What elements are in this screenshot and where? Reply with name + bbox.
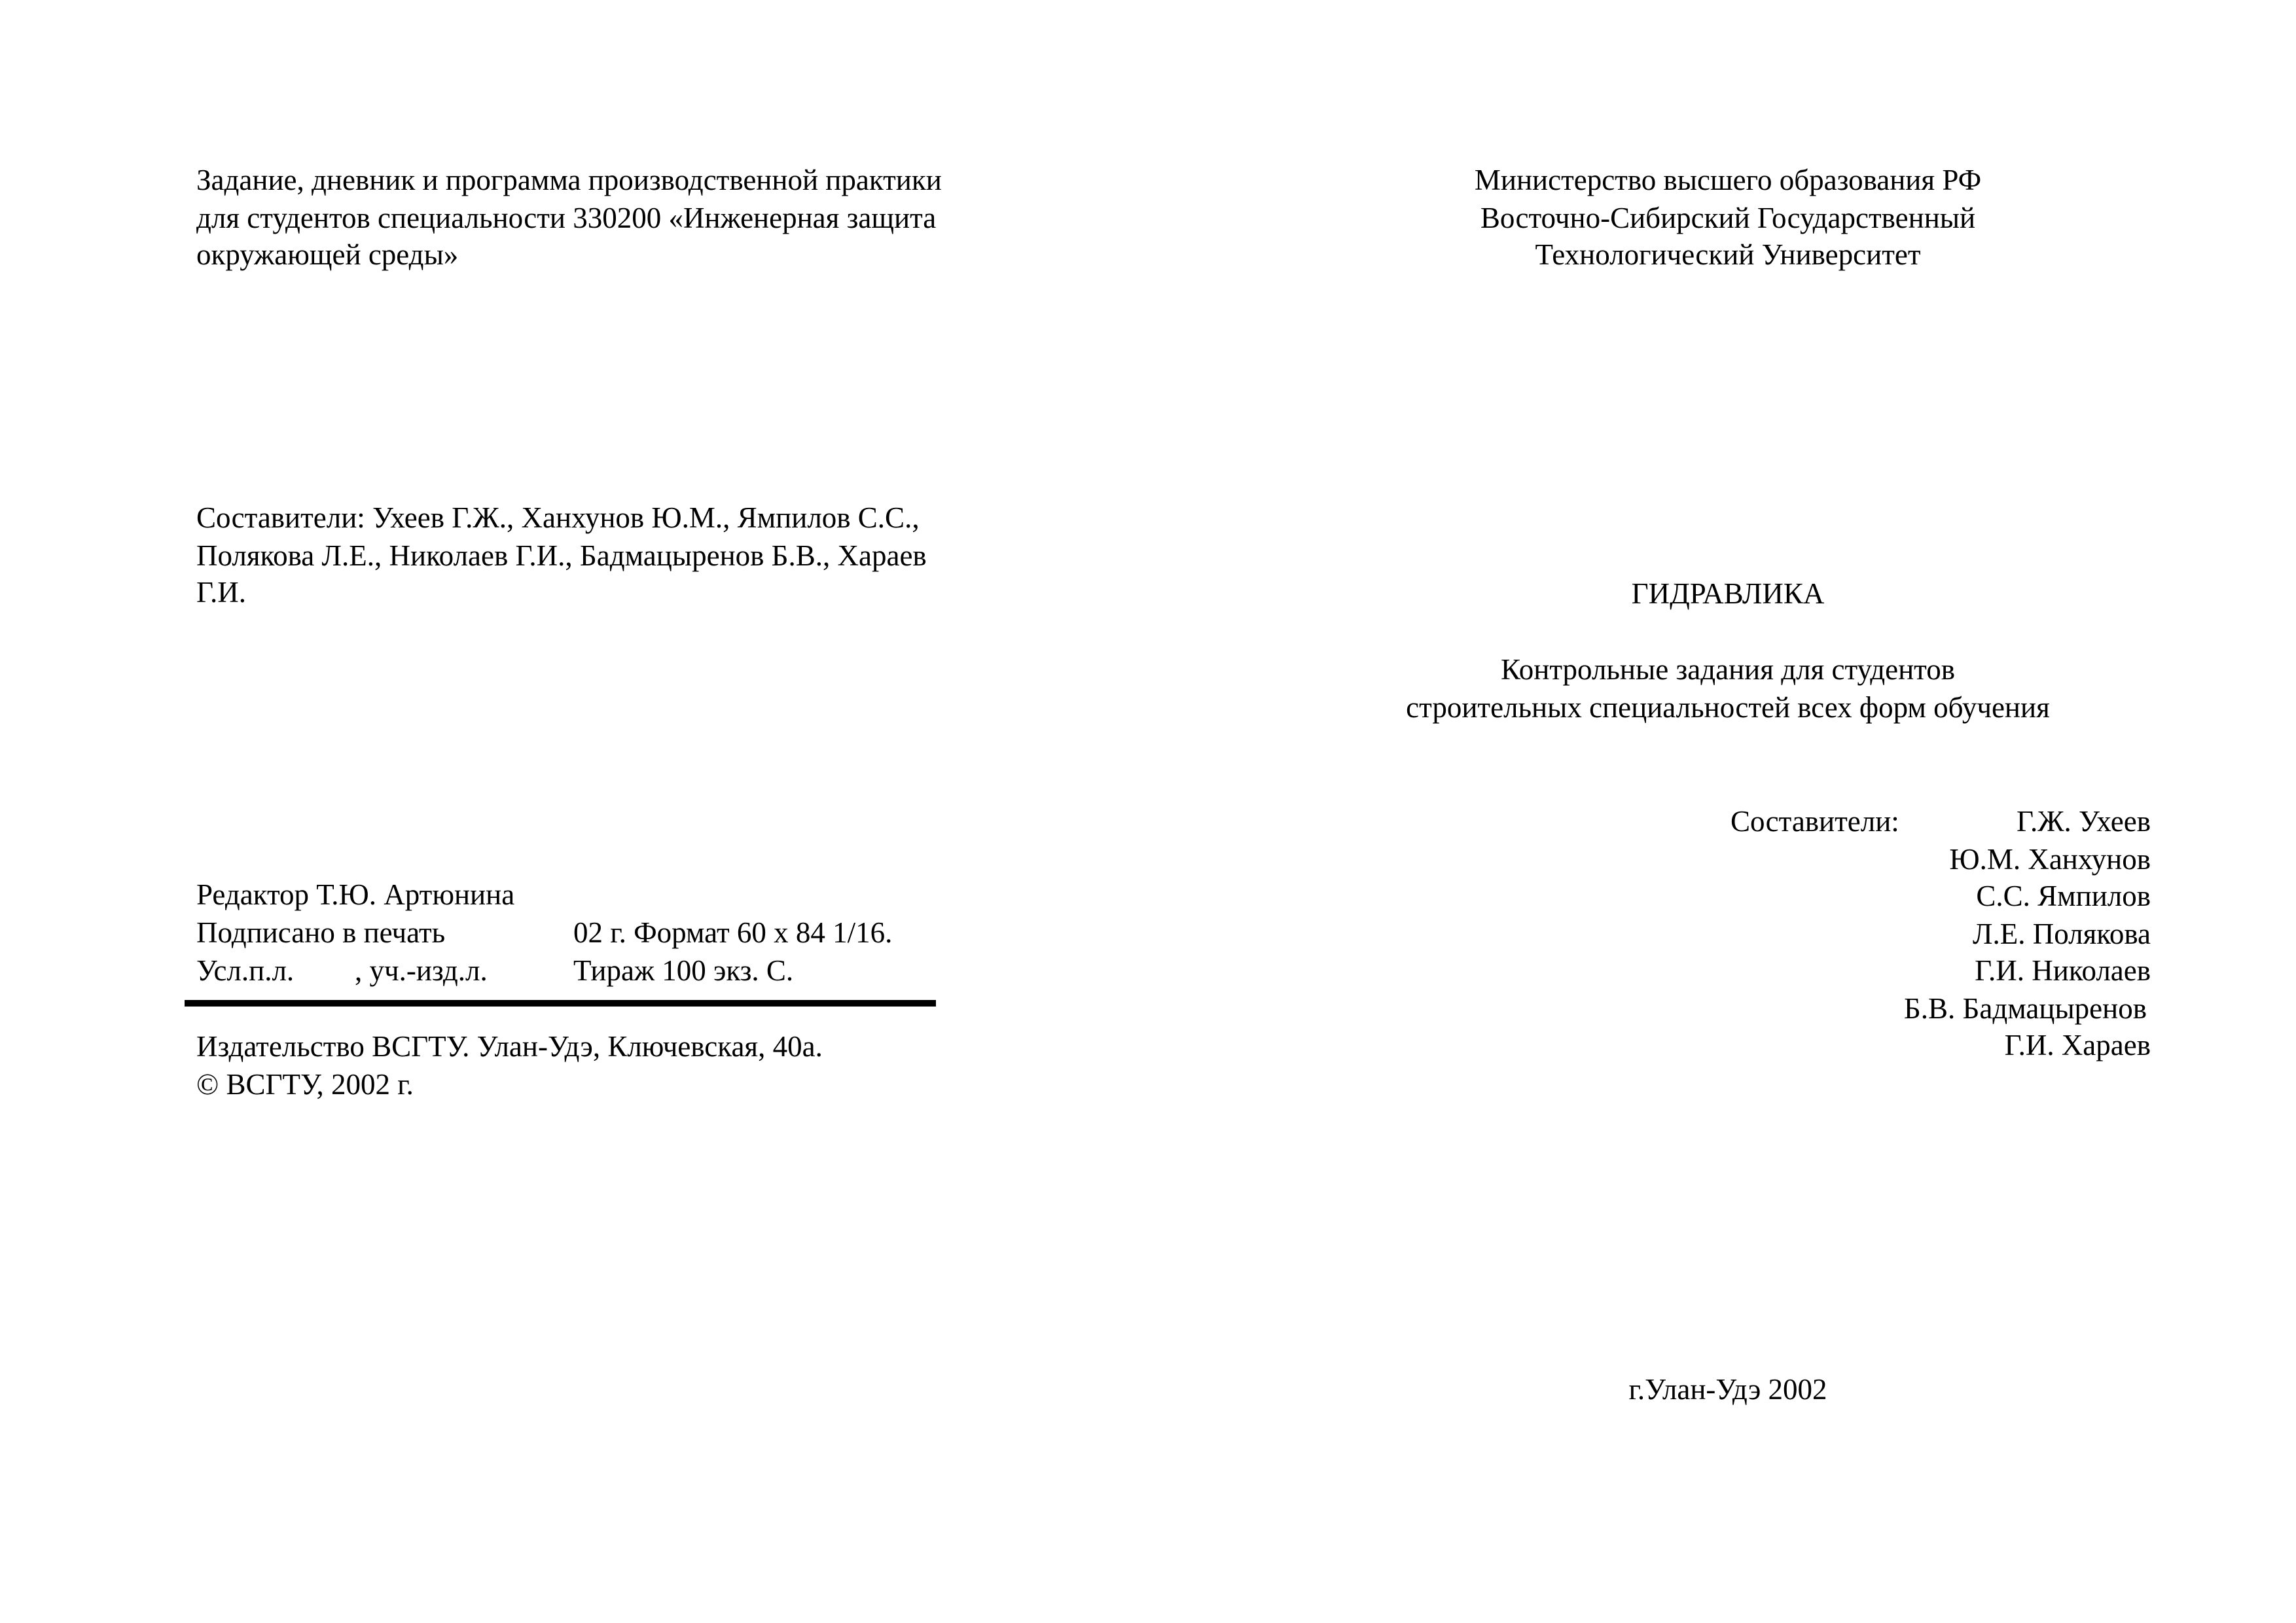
- compiler-name: Б.В. Бадмацыренов: [1903, 991, 2147, 1024]
- document-title: [1309, 576, 2147, 613]
- institution-header: [1309, 162, 2147, 274]
- text-line: Министерство высшего образования РФ: [1474, 164, 1982, 196]
- compiler-name: Г.Ж. Ухеев: [2017, 805, 2151, 838]
- practice-assignment-note: [196, 162, 942, 274]
- signed-value: 02 г. Формат 60 х 84 1/16.: [573, 916, 893, 949]
- compiler-name: Ю.М. Ханхунов: [1949, 842, 2151, 875]
- editor-line: Редактор Т.Ю. Артюнина: [196, 878, 515, 911]
- text-line: г.Улан-Удэ 2002: [1628, 1373, 1827, 1406]
- text-line: Составители:: [1731, 805, 1899, 838]
- text-line: Составители: Ухеев Г.Ж., Ханхунов Ю.М., Ямпилов С.С.,: [196, 501, 920, 534]
- compiler-name: Г.И. Хараев: [2004, 1029, 2151, 1061]
- text-line: для студентов специальности 330200 «Инженерная защита: [196, 201, 937, 234]
- compiler-name: С.С. Ямпилов: [1976, 880, 2151, 912]
- title-line: ГИДРАВЛИКА: [1631, 577, 1825, 610]
- compilers-list-left: [196, 500, 927, 612]
- text-line: окружающей среды»: [196, 238, 459, 271]
- document-subtitle: [1270, 652, 2186, 726]
- text-line: Контрольные задания для студентов: [1500, 653, 1955, 686]
- compilers-list-right: [1806, 804, 2151, 1065]
- text-line: Полякова Л.Е., Николаев Г.И., Бадмацыренов Б.В., Хараев: [196, 539, 927, 571]
- text-line: Технологический Университет: [1535, 238, 1921, 271]
- text-line: Восточно-Сибирский Государственный: [1480, 201, 1976, 234]
- publisher-block: [196, 1029, 823, 1103]
- tirazh-value: Тираж 100 экз. С.: [573, 954, 794, 987]
- divider-rule: [185, 1000, 936, 1007]
- usl-label: Усл.п.л.: [196, 954, 295, 987]
- compiler-name: Л.Е. Полякова: [1972, 917, 2151, 950]
- text-line: Издательство ВСГТУ. Улан-Удэ, Ключевская, 40а.: [196, 1030, 823, 1063]
- place-and-year: [1309, 1372, 2147, 1409]
- text-line: Г.И.: [196, 576, 246, 609]
- imprint-block: [196, 877, 956, 995]
- text-line: © ВСГТУ, 2002 г.: [196, 1067, 414, 1100]
- signed-label: Подписано в печать: [196, 916, 446, 949]
- compiler-name: Г.И. Николаев: [1975, 954, 2151, 987]
- text-line: Задание, дневник и программа производственной практики: [196, 164, 942, 196]
- text-line: строительных специальностей всех форм обучения: [1406, 690, 2050, 723]
- uch-label: , уч.-изд.л.: [355, 954, 488, 987]
